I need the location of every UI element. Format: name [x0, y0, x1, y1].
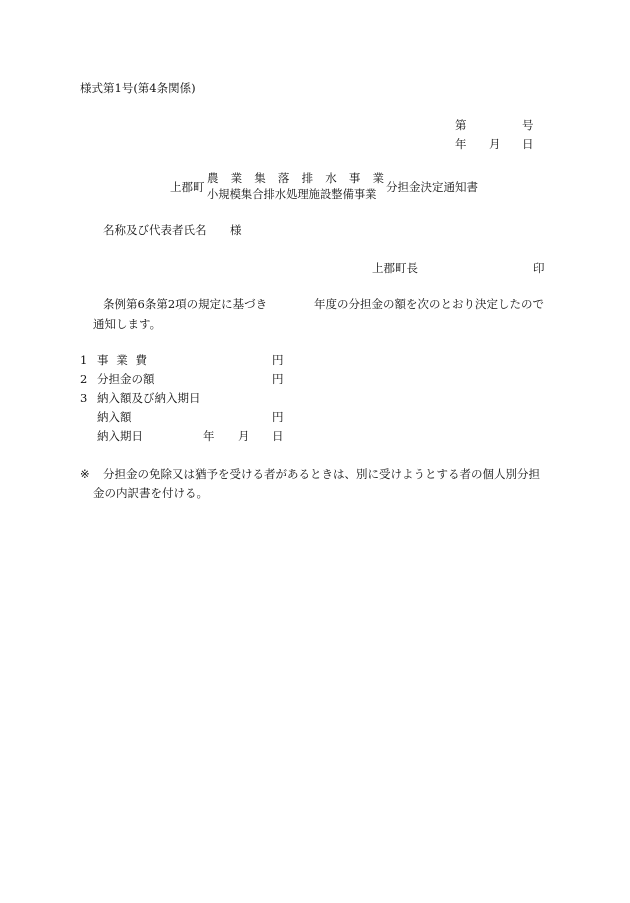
payment-due-label: 納入期日 [97, 429, 143, 443]
item-number: 1 [80, 353, 88, 367]
spread-char: 集 [254, 171, 266, 185]
spread-char: 費 [135, 353, 147, 367]
note-line1: 分担金の免除又は猶予を受ける者があるときは、別に受けようとする者の個人別分担 [103, 467, 540, 481]
spread-char: 水 [325, 171, 337, 185]
item-label: 納入額及び納入期日 [97, 391, 201, 405]
payment-due-year: 年 [203, 429, 215, 443]
issuer-seal: 印 [533, 261, 545, 275]
item-unit: 円 [272, 353, 284, 367]
payment-amount-label: 納入額 [97, 410, 132, 424]
payment-amount-unit: 円 [272, 410, 284, 424]
spread-char: 落 [277, 171, 290, 185]
title-town: 上郡町 [170, 180, 205, 194]
body-part2: 年度の分担金の額を次のとおり決定したので [314, 297, 544, 311]
form-label: 様式第1号(第4条関係) [80, 81, 196, 95]
doc-number-prefix: 第 [455, 118, 467, 132]
item-label-spread [97, 353, 147, 367]
spread-char: 農 [207, 171, 219, 185]
title-project-line1 [207, 171, 384, 185]
payment-due-month: 月 [238, 429, 250, 443]
doc-number-suffix: 号 [522, 118, 534, 132]
body-line2: 通知します。 [93, 317, 162, 331]
item-number: 3 [80, 391, 88, 405]
spread-char: 業 [372, 171, 384, 185]
date-month: 月 [489, 137, 501, 151]
spread-char: 業 [116, 353, 128, 367]
item-unit: 円 [272, 372, 284, 386]
body-part1: 条例第6条第2項の規定に基づき [103, 297, 268, 311]
issuer-title: 上郡町長 [372, 261, 418, 275]
payment-due-day: 日 [272, 429, 284, 443]
date-year: 年 [455, 137, 467, 151]
spread-char: 事 [97, 353, 109, 367]
addressee-honorific: 様 [230, 223, 242, 237]
title-suffix: 分担金決定通知書 [386, 180, 478, 194]
note-line2: 金の内訳書を付ける。 [93, 486, 208, 500]
title-project-line2: 小規模集合排水処理施設整備事業 [207, 188, 377, 201]
date-day: 日 [522, 137, 534, 151]
spread-char: 排 [301, 171, 314, 185]
item-number: 2 [80, 372, 88, 386]
item-label: 分担金の額 [97, 372, 155, 386]
spread-char: 業 [230, 171, 243, 185]
spread-char: 事 [348, 171, 361, 185]
addressee-label: 名称及び代表者氏名 [103, 223, 207, 237]
note-mark: ※ [80, 467, 90, 481]
